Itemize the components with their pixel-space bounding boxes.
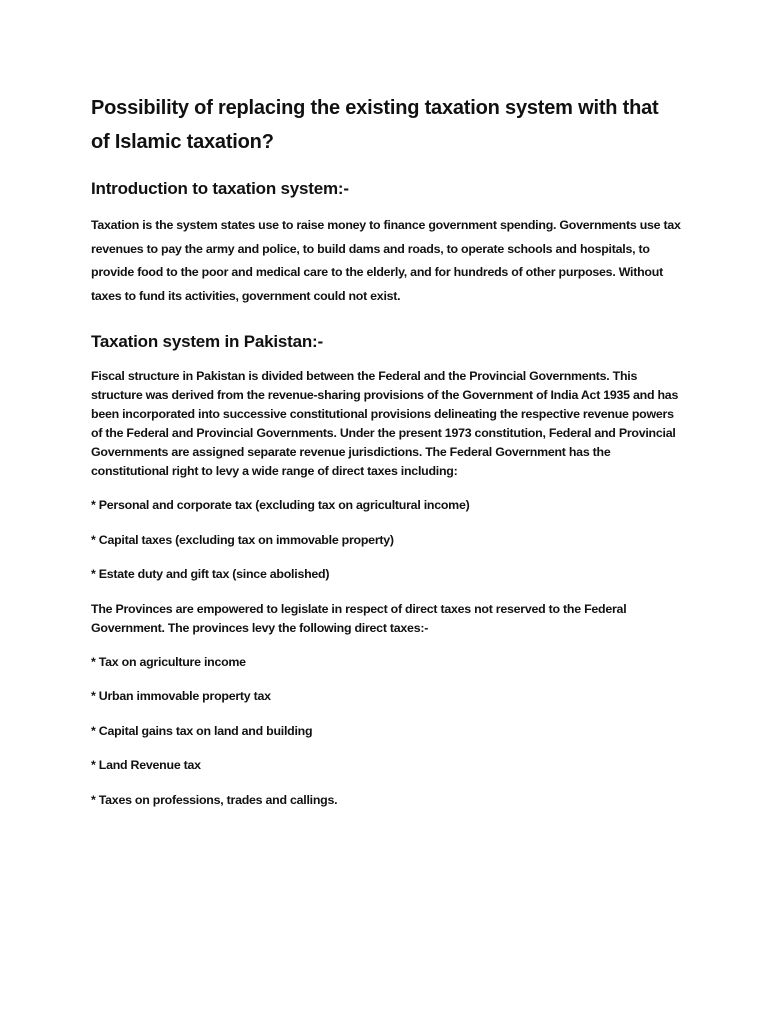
list-item: * Tax on agriculture income	[91, 654, 246, 669]
list-item: * Personal and corporate tax (excluding tax on agricultural income)	[91, 498, 470, 512]
federal-tax-list	[91, 496, 681, 584]
list-item: * Capital taxes (excluding tax on immovable property)	[91, 532, 394, 547]
list-item: * Estate duty and gift tax (since abolished)	[91, 567, 330, 581]
list-item: * Land Revenue tax	[91, 758, 201, 772]
list-item: * Taxes on professions, trades and callings.	[91, 792, 338, 807]
provinces-paragraph: The Provinces are empowered to legislate in respect of direct taxes not reserved to the Federal Government. The provinces levy the following direct taxes:-	[91, 601, 627, 635]
pakistan-heading: Taxation system in Pakistan:-	[91, 332, 323, 351]
intro-heading: Introduction to taxation system:-	[91, 179, 349, 198]
list-item: * Urban immovable property tax	[91, 689, 271, 703]
list-item: * Capital gains tax on land and building	[91, 723, 313, 738]
document-title: Possibility of replacing the existing taxation system with that of Islamic taxation?	[91, 97, 659, 153]
provincial-tax-list	[91, 653, 681, 810]
document-page	[91, 91, 681, 825]
pakistan-paragraph: Fiscal structure in Pakistan is divided between the Federal and the Provincial Governments. This structure was derived from the revenue-sharing provisions of the Government of India Act 1935 and has been incorporated into successive constitutional provisions delineating the respective revenue powers of the Federal and Provincial Governments. Under the present 1973 constitution, Federal and Provincial Governments are assigned separate revenue jurisdictions. The Federal Government has the constitutional right to levy a wide range of direct taxes including:	[91, 369, 679, 478]
intro-paragraph: Taxation is the system states use to raise money to finance government spending. Governments use tax revenues to pay the army and police, to build dams and roads, to operate schools and hospitals, to provide food to the poor and medical care to the elderly, and for hundreds of other purposes. Without taxes to fund its activities, government could not exist.	[91, 218, 681, 303]
